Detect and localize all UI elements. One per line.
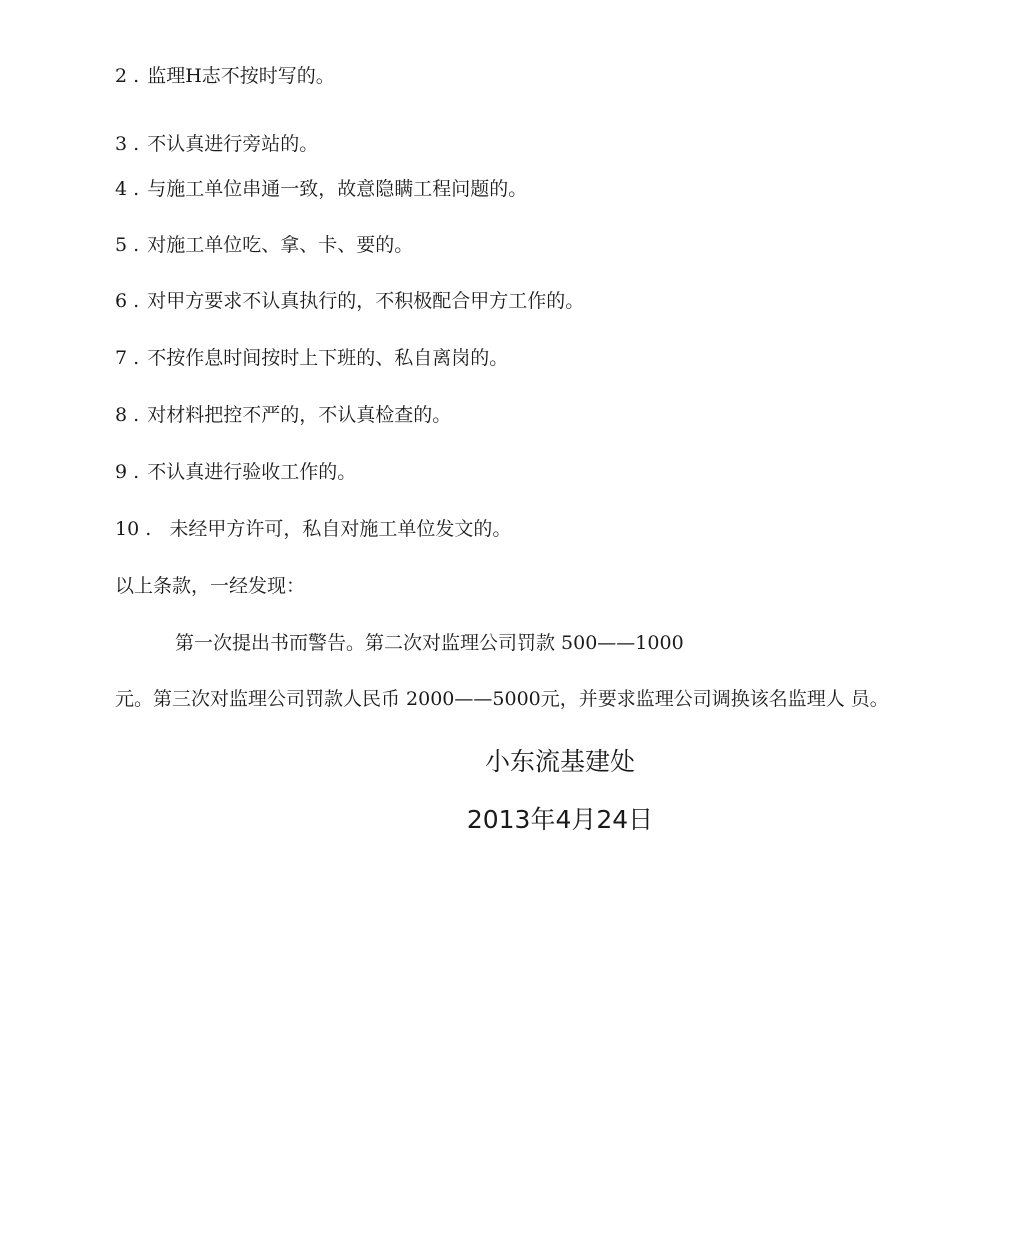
list-item-5 (115, 233, 413, 257)
list-item-3 (115, 132, 318, 156)
item-text: 与施工单位串通一致，故意隐瞒工程问题的。 (147, 178, 528, 200)
item-text: 对甲方要求不认真执行的，不积极配合甲方工作的。 (147, 290, 585, 312)
item-number: 5 . (115, 234, 140, 256)
item-text: 对材料把控不严的，不认真检查的。 (147, 404, 452, 426)
signature-organization: 小东流基建处 (484, 747, 635, 776)
list-item-4 (115, 177, 527, 201)
item-number: 7 . (115, 347, 140, 369)
item-number: 6 . (115, 290, 140, 312)
penalty-line-2: 元。第三次对监理公司罚款人民币 2000——5000元，并要求监理公司调换该名监理人 员。 (115, 688, 889, 710)
item-text: 不认真进行旁站的。 (147, 133, 319, 155)
item-text: 未经甲方许可，私自对施工单位发文的。 (169, 518, 512, 540)
item-number: 9 . (115, 461, 140, 483)
list-item-9 (115, 460, 356, 484)
summary-line: 以上条款，一经发现： (115, 575, 306, 597)
item-text: 不认真进行验收工作的。 (147, 461, 357, 483)
list-item-7 (115, 346, 508, 370)
item-number: 8 . (115, 404, 140, 426)
item-number: 4 . (115, 178, 140, 200)
item-number: 3 . (115, 133, 140, 155)
list-item-10 (115, 517, 511, 541)
signature-date: 2013年4月24日 (466, 805, 654, 834)
item-number: 2 . (115, 65, 140, 87)
item-text: 不按作息时间按时上下班的、私自离岗的。 (147, 347, 509, 369)
list-item-6 (115, 289, 584, 313)
item-number: 10 . (115, 518, 152, 540)
list-item-8 (115, 403, 451, 427)
list-item-2 (115, 64, 335, 88)
item-text: 监理H志不按时写的。 (147, 65, 335, 87)
item-text: 对施工单位吃、拿、卡、要的。 (147, 234, 414, 256)
penalty-line-1: 第一次提出书而警告。第二次对监理公司罚款 500——1000 (175, 632, 684, 654)
